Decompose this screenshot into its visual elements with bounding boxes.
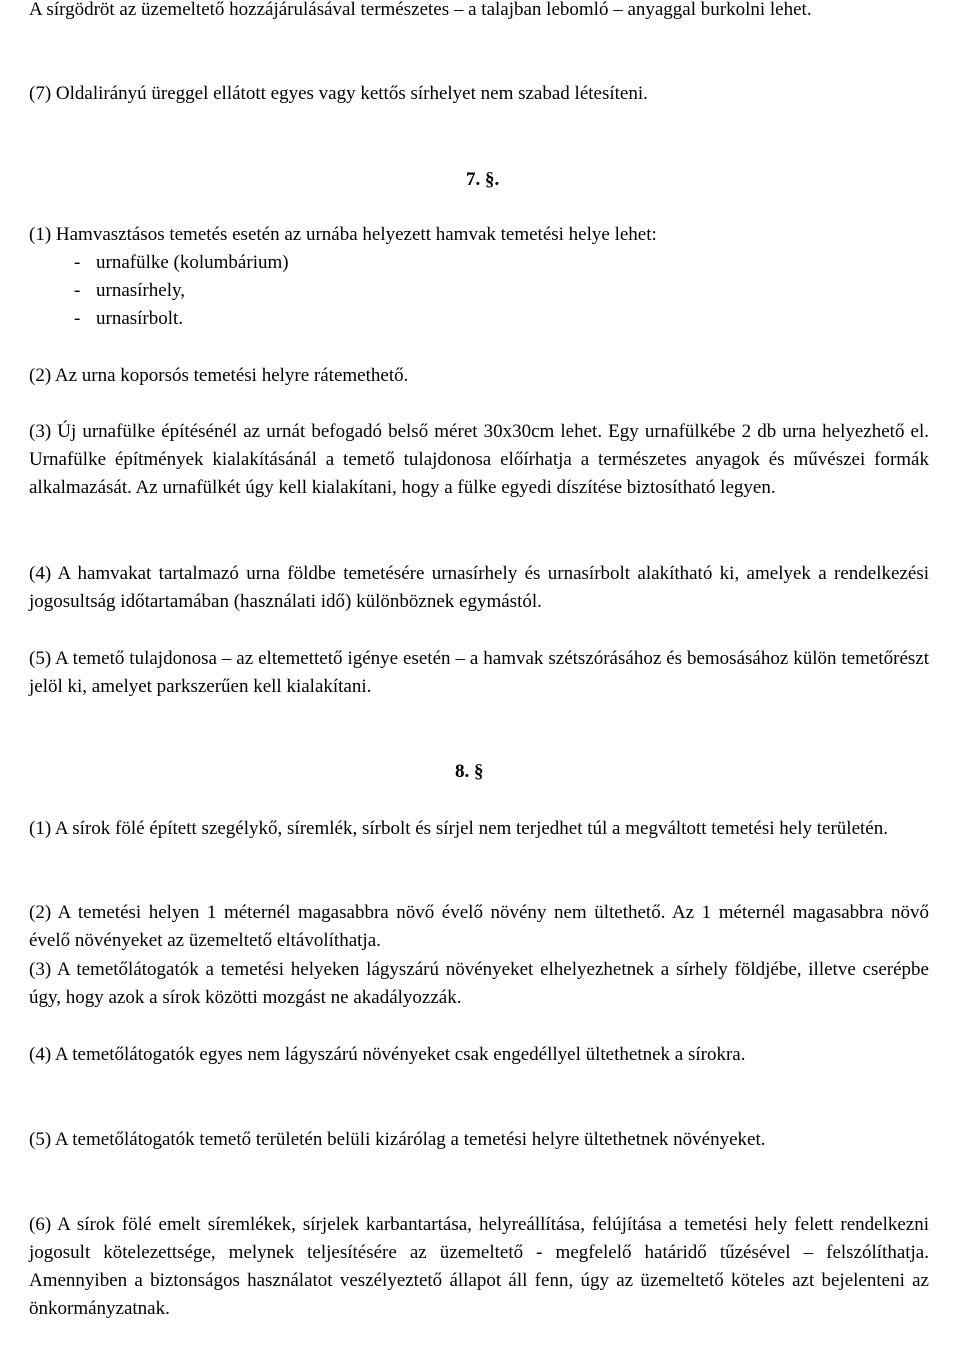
list-item: - urnafülke (kolumbárium) [74, 249, 289, 277]
cremation-places-list [74, 249, 289, 333]
paragraph-8-4-permission: (4) A temetőlátogatók egyes nem lágyszárú növényeket csak engedéllyel ültethetnek a sírokra. [29, 1044, 746, 1065]
paragraph-2-urn-reburial: (2) Az urna koporsós temetési helyre rátemethető. [29, 365, 409, 386]
paragraph-8-3-soft-stemmed-plants: (3) A temetőlátogatók a temetési helyeken lágyszárú növényeket elhelyezhetnek a sírhely földjébe, illetve cserépbe úgy, hogy azok a sírok közötti mozgást ne akadályozzák. [29, 959, 929, 1008]
paragraph-7-lateral-cavity: (7) Oldalirányú üreggel ellátott egyes vagy kettős sírhelyet nem szabad létesíteni. [29, 83, 648, 104]
list-item: - urnasírbolt. [74, 305, 289, 333]
paragraph-5-ash-scattering: (5) A temető tulajdonosa – az eltemettető igénye esetén – a hamvak szétszórásához és bemosásához külön temetőrészt jelöl ki, amelyet parkszerűen kell kialakítani. [29, 648, 929, 697]
paragraph-1-cremation-places: (1) Hamvasztásos temetés esetén az urnába helyezett hamvak temetési helye lehet: [29, 224, 657, 245]
paragraph-8-6-maintenance: (6) A sírok fölé emelt síremlékek, sírjelek karbantartása, helyreállítása, felújítása a temetési hely felett rendelkezni jogosult kötelezettsége, melynek teljesítésére az üzemeltető - megfelelő határidő tűzésével – felszólíthatja. Amennyiben a biztonságos használatot veszélyeztető állapot áll fenn, úgy az üzemeltető köteles azt bejelenteni az önkormányzatnak. [29, 1214, 929, 1319]
paragraph-8-1-structures: (1) A sírok fölé épített szegélykő, síremlék, sírbolt és sírjel nem terjedhet túl a megváltott temetési hely területén. [29, 818, 888, 839]
paragraph-3-urn-niche: (3) Új urnafülke építésénél az urnát befogadó belső méret 30x30cm lehet. Egy urnafülkébe 2 db urna helyezhető el. Urnafülke építmények kialakításánál a temető tulajdonosa előírhatja a természetes anyagok és művészei formák alkalmazását. Az urnafülkét úgy kell kialakítani, hogy a fülke egyedi díszítése biztosítható legyen. [29, 421, 929, 498]
paragraph-burial-lining: A sírgödröt az üzemeltető hozzájárulásával természetes – a talajban lebomló – anyaggal burkolni lehet. [29, 0, 812, 20]
paragraph-8-5-planting-area: (5) A temetőlátogatók temető területén belüli kizárólag a temetési helyre ültethetnek növényeket. [29, 1129, 766, 1150]
list-item: - urnasírhely, [74, 277, 289, 305]
paragraph-8-2-perennial-plants: (2) A temetési helyen 1 méternél magasabbra növő évelő növény nem ültethető. Az 1 méternél magasabbra növő évelő növényeket az üzemeltető eltávolíthatja. [29, 902, 929, 951]
section-heading-7: 7. §. [466, 169, 500, 190]
paragraph-4-urn-grave: (4) A hamvakat tartalmazó urna földbe temetésére urnasírhely és urnasírbolt alakítható ki, amelyek a rendelkezési jogosultság időtartamában (használati idő) különböznek egymástól. [29, 563, 929, 612]
section-heading-8: 8. § [455, 761, 484, 782]
